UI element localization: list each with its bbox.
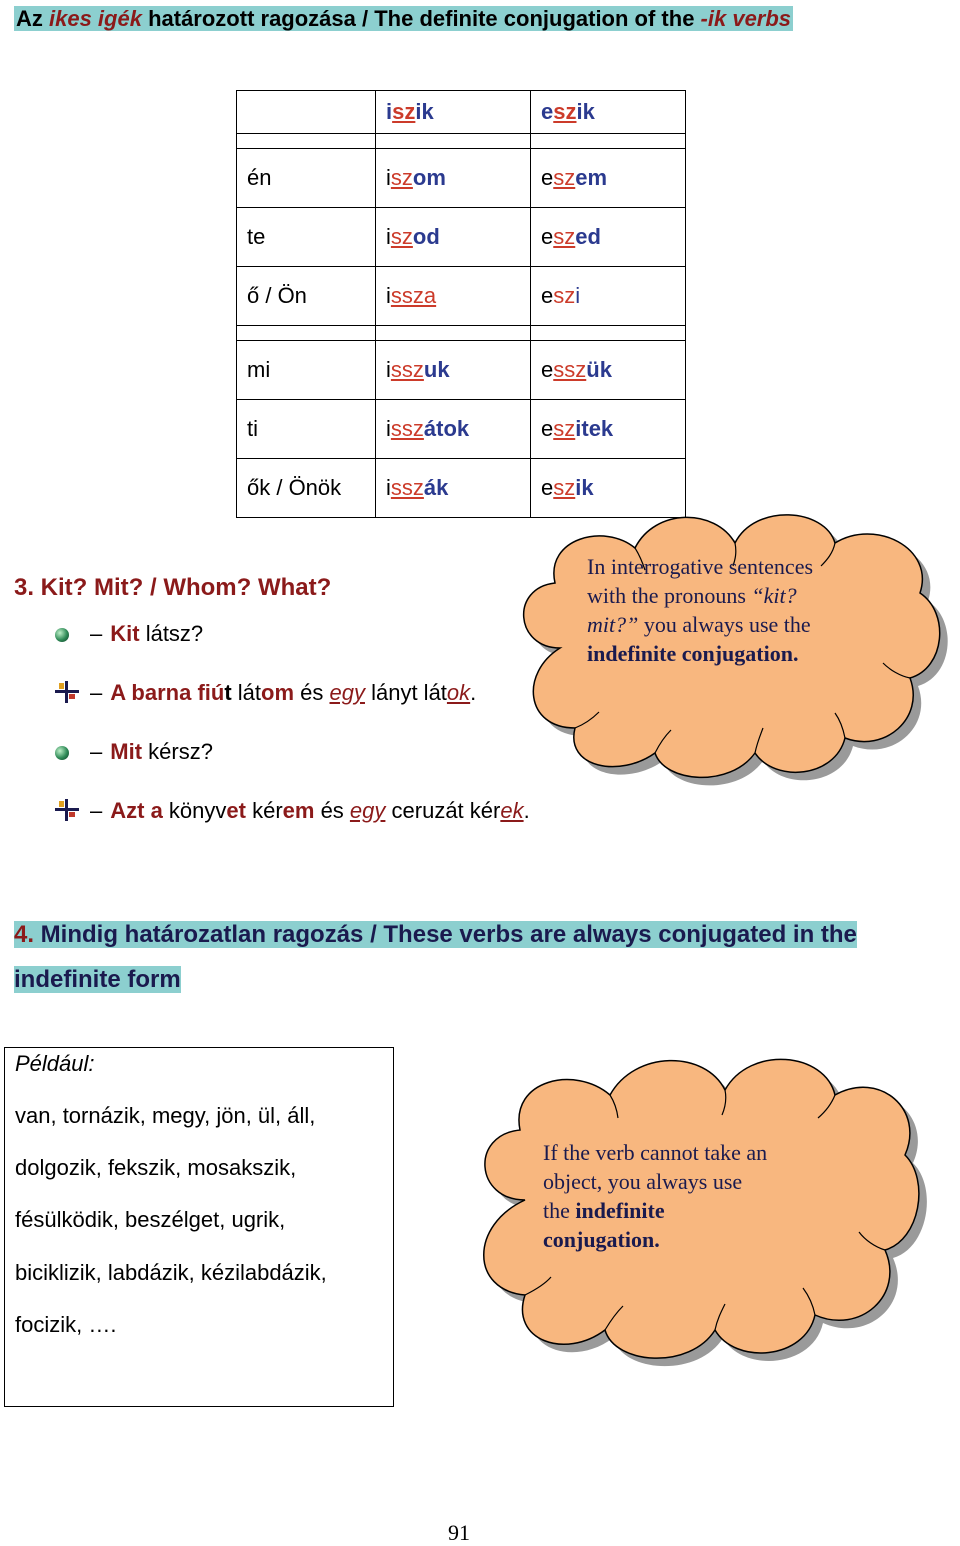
form-cell: eszed bbox=[531, 208, 686, 267]
examples-line: dolgozik, fekszik, mosakszik, bbox=[15, 1155, 297, 1180]
examples-label: Például: bbox=[15, 1051, 95, 1076]
cloud2-line2: object, you always use bbox=[543, 1169, 743, 1194]
cloud1-line3: mit?” you always use the bbox=[587, 612, 811, 637]
cloud1-line2: with the pronouns “kit? bbox=[587, 583, 797, 608]
cloud1-line1: In interrogative sentences bbox=[587, 554, 814, 579]
form-cell: eszik bbox=[531, 459, 686, 518]
section-4-title-cont: indefinite form bbox=[14, 966, 181, 993]
pronoun-cell: én bbox=[237, 149, 376, 208]
table-header-eszik: eszik bbox=[531, 91, 686, 134]
conjugation-table bbox=[236, 90, 686, 518]
heading1-part4: -ik verbs bbox=[700, 6, 792, 31]
table-row bbox=[237, 267, 686, 326]
form-cell: eszem bbox=[531, 149, 686, 208]
cloud2-line1: If the verb cannot take an bbox=[543, 1140, 768, 1165]
bullet-ball-icon bbox=[55, 628, 69, 642]
table-row bbox=[237, 149, 686, 208]
table-header-row bbox=[237, 91, 686, 134]
section-4-title: Mindig határozatlan ragozás / These verbs are always conjugated in the bbox=[34, 921, 857, 948]
table-row bbox=[237, 400, 686, 459]
question-2: – Mit kérsz? bbox=[90, 739, 213, 764]
heading1-part1: Az bbox=[16, 6, 49, 31]
form-cell: eszi bbox=[531, 267, 686, 326]
table-corner-cell bbox=[237, 91, 376, 134]
pronoun-cell: ők / Önök bbox=[237, 459, 376, 518]
cloud2-line3: the indefinite bbox=[543, 1198, 665, 1223]
bullet-flag-icon bbox=[55, 681, 79, 703]
form-cell: eszitek bbox=[531, 400, 686, 459]
table-row bbox=[237, 208, 686, 267]
form-cell: esszük bbox=[531, 341, 686, 400]
table-header-iszik: iszik bbox=[376, 91, 531, 134]
pronoun-cell: ti bbox=[237, 400, 376, 459]
bullet-ball-icon bbox=[55, 746, 69, 760]
examples-box bbox=[4, 1047, 394, 1407]
examples-line: van, tornázik, megy, jön, ül, áll, bbox=[15, 1103, 316, 1128]
pronoun-cell: mi bbox=[237, 341, 376, 400]
pronoun-cell: te bbox=[237, 208, 376, 267]
heading1-part3: határozott ragozása / The definite conjugation of the bbox=[141, 6, 701, 31]
form-cell: isszátok bbox=[376, 400, 531, 459]
pronoun-cell: ő / Ön bbox=[237, 267, 376, 326]
question-1: – Kit látsz? bbox=[90, 621, 204, 646]
examples-line: focizik, …. bbox=[15, 1312, 117, 1337]
form-cell: iszom bbox=[376, 149, 531, 208]
section-3-title: 3. Kit? Mit? / Whom? What? bbox=[14, 574, 332, 601]
table-spacer-row bbox=[237, 326, 686, 341]
form-cell: iszod bbox=[376, 208, 531, 267]
cloud2-text bbox=[543, 1138, 767, 1254]
form-cell: isszák bbox=[376, 459, 531, 518]
answer-1: – A barna fiút látom és egy lányt látok. bbox=[90, 680, 477, 705]
cloud1-line4: indefinite conjugation. bbox=[587, 641, 799, 666]
heading1-part2: ikes igék bbox=[49, 6, 142, 31]
cloud2-line4: conjugation. bbox=[543, 1227, 660, 1252]
section-4-number: 4. bbox=[14, 921, 35, 948]
answer-2: – Azt a könyvet kérem és egy ceruzát kérek. bbox=[90, 798, 530, 823]
examples-line: biciklizik, labdázik, kézilabdázik, bbox=[15, 1260, 327, 1285]
bullet-flag-icon bbox=[55, 799, 79, 821]
table-row bbox=[237, 341, 686, 400]
examples-line: fésülködik, beszélget, ugrik, bbox=[15, 1207, 286, 1232]
form-cell: isszuk bbox=[376, 341, 531, 400]
form-cell: issza bbox=[376, 267, 531, 326]
cloud1-text bbox=[587, 552, 813, 668]
table-spacer-row bbox=[237, 134, 686, 149]
page-number: 91 bbox=[448, 1520, 470, 1545]
section-4-heading bbox=[14, 912, 914, 1002]
section-heading-definite-ik bbox=[14, 4, 793, 34]
